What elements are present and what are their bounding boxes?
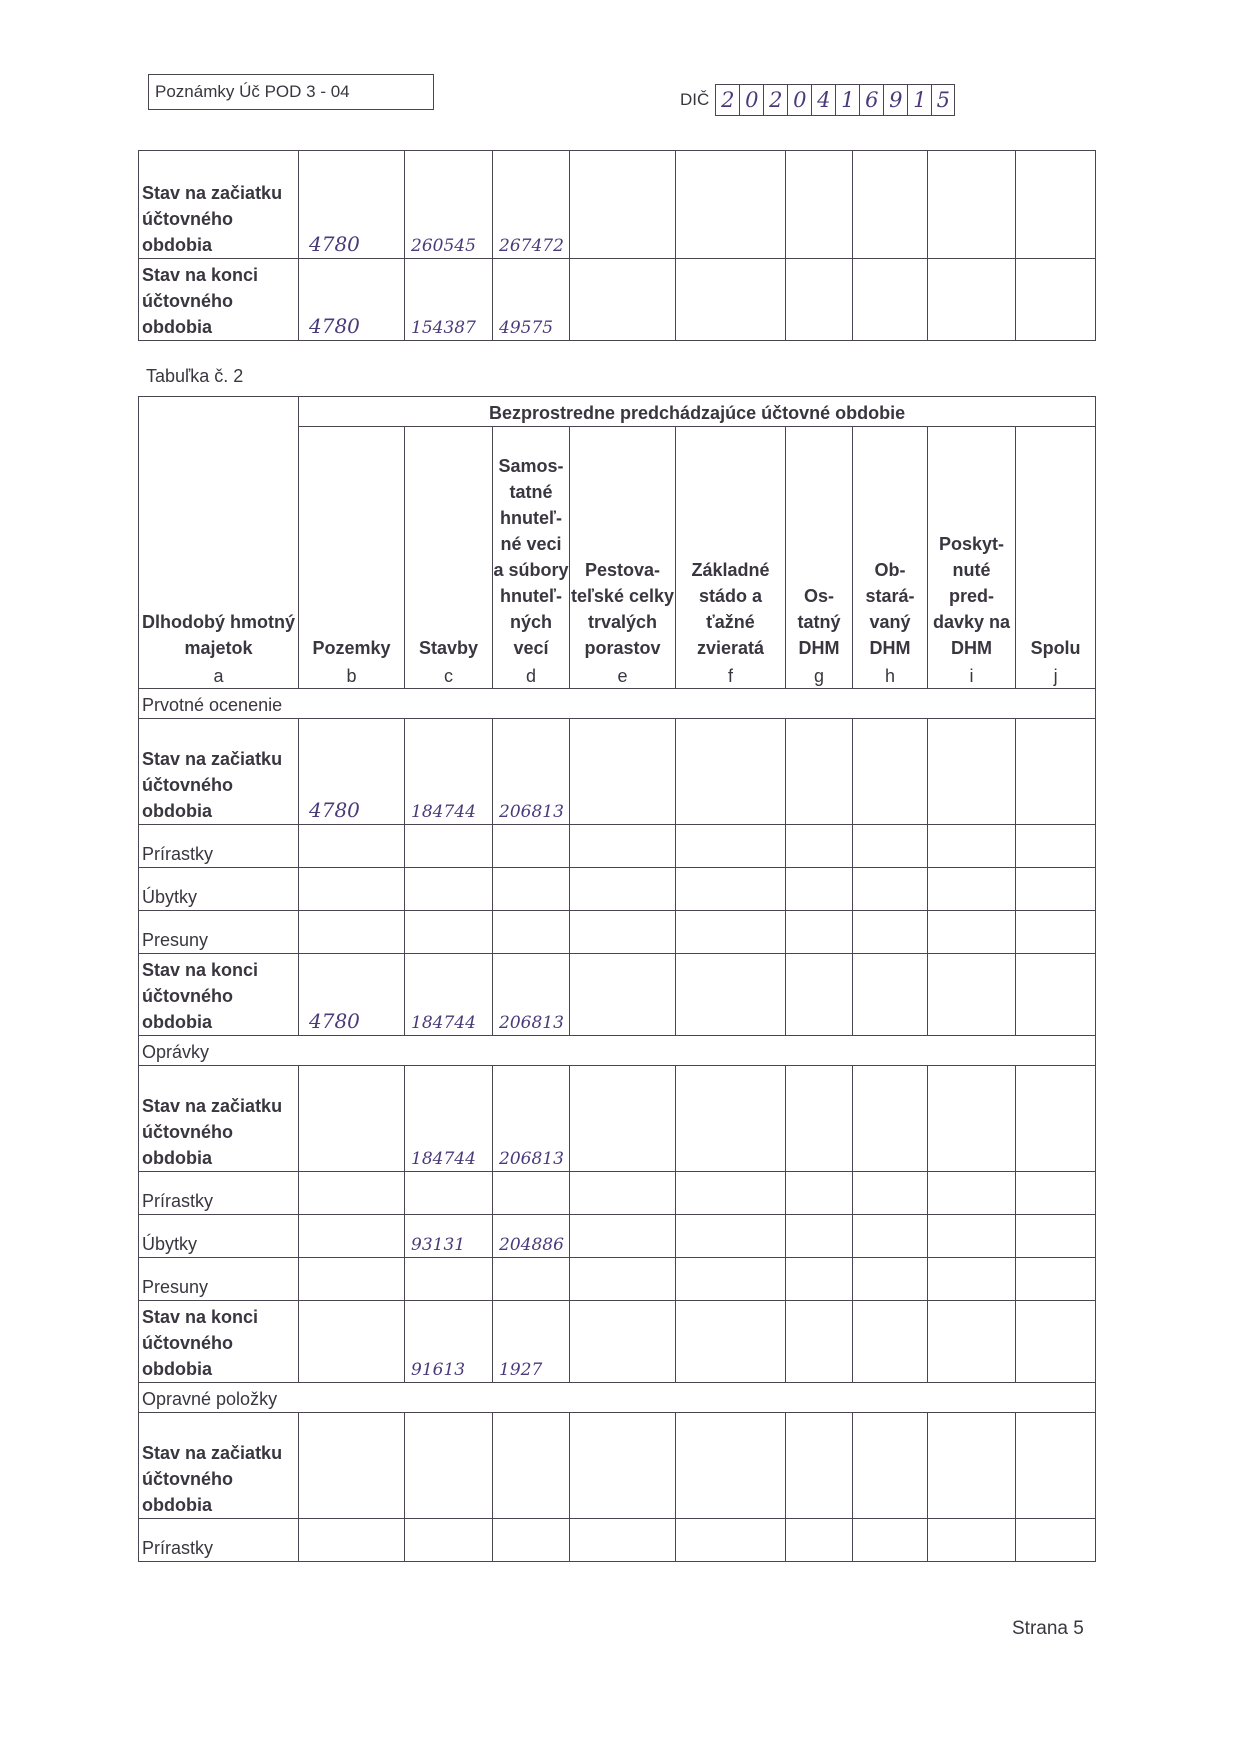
row-label: Presuny	[139, 911, 299, 954]
col-letter: e	[570, 661, 676, 689]
cell-f	[676, 259, 786, 341]
cell-h	[853, 151, 928, 259]
cell-b: 4780	[299, 259, 405, 341]
cell-g	[786, 151, 853, 259]
row-label: Stav na začiatku účtovného obdobia	[139, 151, 299, 259]
dic-label: DIČ	[680, 90, 710, 109]
cell-e	[570, 259, 676, 341]
section-row	[139, 689, 1096, 719]
cell-c: 260545	[405, 151, 493, 259]
table-row	[139, 1413, 1096, 1519]
cell-i	[928, 259, 1016, 341]
cell-d: 206813	[493, 1066, 570, 1172]
row-label: Stav na začiatku účtovného obdobia	[139, 719, 299, 825]
cell-d: 267472	[493, 151, 570, 259]
cell-i	[928, 151, 1016, 259]
cell-d: 206813	[493, 954, 570, 1036]
section-row	[139, 1383, 1096, 1413]
table-row	[139, 719, 1096, 825]
cell-f	[676, 151, 786, 259]
col-header-i: Poskyt- nuté pred- davky na DHM	[928, 427, 1016, 661]
cell-d: 49575	[493, 259, 570, 341]
cell-d: 204886	[493, 1215, 570, 1258]
table-row	[139, 868, 1096, 911]
col-letter: h	[853, 661, 928, 689]
table-row	[139, 1066, 1096, 1172]
table-row	[139, 151, 1096, 259]
row-label: Úbytky	[139, 868, 299, 911]
cell-b: 4780	[299, 151, 405, 259]
cell-j	[1016, 719, 1096, 825]
col-header-g: Os- tatný DHM	[786, 427, 853, 661]
top-table	[138, 150, 1096, 341]
col-letter: d	[493, 661, 570, 689]
row-label: Prírastky	[139, 825, 299, 868]
col-header-c: Stavby	[405, 427, 493, 661]
cell-b: 4780	[299, 954, 405, 1036]
dic-digit: 2	[715, 84, 739, 116]
cell-f	[676, 719, 786, 825]
row-label: Stav na konci účtovného obdobia	[139, 954, 299, 1036]
table-row	[139, 825, 1096, 868]
table-row	[139, 1519, 1096, 1562]
section-row	[139, 1036, 1096, 1066]
row-label: Úbytky	[139, 1215, 299, 1258]
dic-digit: 1	[835, 84, 859, 116]
cell-b: 4780	[299, 719, 405, 825]
table-row	[139, 1301, 1096, 1383]
dic-boxes	[715, 84, 955, 116]
table-row	[139, 1258, 1096, 1301]
col-header-d: Samos- tatné hnuteľ- né veci a súbory hnuteľ- ných vecí	[493, 427, 570, 661]
column-letter-row	[139, 661, 1096, 689]
cell-c: 154387	[405, 259, 493, 341]
cell-e	[570, 719, 676, 825]
cell-c: 184744	[405, 954, 493, 1036]
cell-c: 184744	[405, 1066, 493, 1172]
table-row	[139, 911, 1096, 954]
cell-c: 91613	[405, 1301, 493, 1383]
cell-h	[853, 719, 928, 825]
table-row	[139, 954, 1096, 1036]
dic-digit: 6	[859, 84, 883, 116]
col-letter: j	[1016, 661, 1096, 689]
section-prvotne: Prvotné ocenenie	[139, 689, 1096, 719]
row-label: Prírastky	[139, 1519, 299, 1562]
cell-i	[928, 719, 1016, 825]
cell-g	[786, 259, 853, 341]
col-header-f: Základné stádo a ťažné zvieratá	[676, 427, 786, 661]
col-letter: c	[405, 661, 493, 689]
dic-digit: 4	[811, 84, 835, 116]
col-header-e: Pestova- teľské celky trvalých porastov	[570, 427, 676, 661]
cell-c: 93131	[405, 1215, 493, 1258]
dic-field	[680, 82, 955, 118]
group-header-row	[139, 397, 1096, 427]
cell-j	[1016, 151, 1096, 259]
col-header-j: Spolu	[1016, 427, 1096, 661]
col-letter: g	[786, 661, 853, 689]
page-number: Strana 5	[1012, 1618, 1084, 1639]
col-letter: f	[676, 661, 786, 689]
col-letter: i	[928, 661, 1016, 689]
form-label: Poznámky Úč POD 3 - 04	[148, 74, 434, 110]
table-row	[139, 1215, 1096, 1258]
cell-g	[786, 719, 853, 825]
col-header-b: Pozemky	[299, 427, 405, 661]
row-label: Stav na konci účtovného obdobia	[139, 1301, 299, 1383]
row-label: Stav na konci účtovného obdobia	[139, 259, 299, 341]
section-opravne: Opravné položky	[139, 1383, 1096, 1413]
dic-digit: 9	[883, 84, 907, 116]
row-label: Stav na začiatku účtovného obdobia	[139, 1066, 299, 1172]
section-opravky: Oprávky	[139, 1036, 1096, 1066]
dic-digit: 1	[907, 84, 931, 116]
col-header-a: Dlhodobý hmotný majetok	[139, 397, 299, 661]
col-letter: b	[299, 661, 405, 689]
dic-digit: 0	[739, 84, 763, 116]
cell-j	[1016, 259, 1096, 341]
dic-digit: 5	[931, 84, 955, 116]
cell-h	[853, 259, 928, 341]
table-row	[139, 1172, 1096, 1215]
cell-d: 1927	[493, 1301, 570, 1383]
table-caption: Tabuľka č. 2	[146, 366, 244, 386]
dic-digit: 2	[763, 84, 787, 116]
col-letter: a	[139, 661, 299, 689]
col-header-h: Ob- stará- vaný DHM	[853, 427, 928, 661]
cell-d: 206813	[493, 719, 570, 825]
cell-c: 184744	[405, 719, 493, 825]
table-2	[138, 396, 1096, 1562]
row-label: Presuny	[139, 1258, 299, 1301]
dic-digit: 0	[787, 84, 811, 116]
cell-e	[570, 151, 676, 259]
row-label: Stav na začiatku účtovného obdobia	[139, 1413, 299, 1519]
row-label: Prírastky	[139, 1172, 299, 1215]
table-row	[139, 259, 1096, 341]
group-header: Bezprostredne predchádzajúce účtovné obdobie	[299, 397, 1096, 427]
